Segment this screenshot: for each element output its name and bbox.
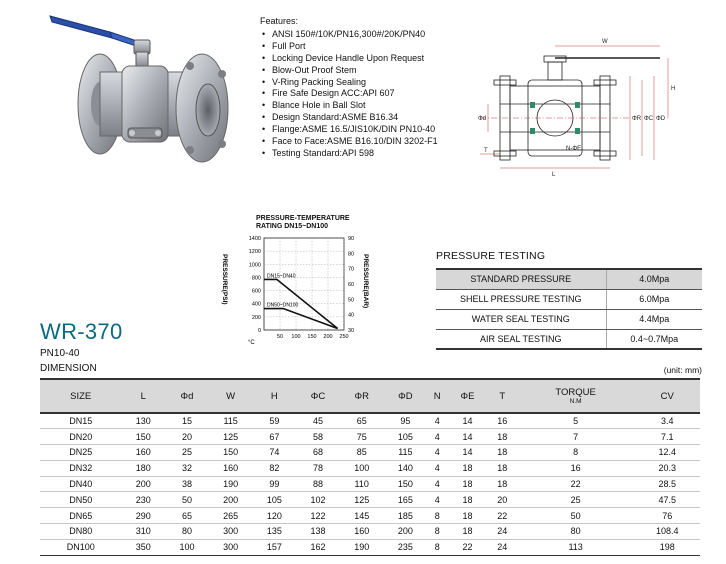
feature-item: • Fire Safe Design ACC:API 607	[260, 88, 490, 100]
table-cell: 100	[340, 460, 384, 476]
x-tick-label: 200	[323, 334, 333, 340]
table-cell: 99	[253, 476, 297, 492]
table-cell: 4	[427, 492, 447, 508]
table-cell: 300	[209, 524, 253, 540]
table-cell: 50	[165, 492, 209, 508]
table-cell: 50	[517, 508, 635, 524]
table-row	[40, 429, 700, 445]
table-cell: 18	[447, 476, 487, 492]
x-axis-unit: °C	[248, 340, 255, 346]
series-label: DN15~DN40	[267, 273, 296, 280]
y-tick-label-left: 1200	[248, 249, 261, 256]
y-tick-label-right: 90	[348, 236, 355, 242]
pt-chart-title-line: RATING DN15~DN100	[256, 223, 329, 230]
feature-item: • Locking Device Handle Upon Request	[260, 53, 490, 65]
table-cell: 5	[517, 413, 635, 429]
table-cell: 200	[209, 492, 253, 508]
pressure-testing-heading: PRESSURE TESTING	[436, 250, 546, 262]
size-cell: DN32	[40, 460, 121, 476]
x-tick-label: 250	[339, 334, 349, 340]
table-cell: 115	[384, 445, 428, 461]
feature-item: • Testing Standard:API 598	[260, 148, 490, 160]
series-label: DN50~DN100	[267, 302, 299, 309]
model-pressure-class: PN10-40	[40, 348, 80, 359]
table-cell: 122	[296, 508, 340, 524]
chart-series	[264, 273, 338, 328]
dim-label-t: T	[484, 148, 488, 154]
y-tick-label-left: 1400	[248, 236, 261, 242]
table-cell: 75	[340, 429, 384, 445]
col-header: ΦE	[447, 379, 487, 413]
table-cell: 18	[488, 445, 517, 461]
table-cell: 230	[121, 492, 165, 508]
table-cell: 22	[488, 508, 517, 524]
pressure-label: SHELL PRESSURE TESTING	[436, 289, 606, 309]
size-cell: DN100	[40, 539, 121, 555]
table-cell: 8	[517, 445, 635, 461]
table-row	[40, 508, 700, 524]
table-cell: 25	[165, 445, 209, 461]
pressure-label: STANDARD PRESSURE	[436, 269, 606, 289]
table-cell: 105	[384, 429, 428, 445]
table-cell: 310	[121, 524, 165, 540]
table-cell: 8	[427, 508, 447, 524]
table-cell: 68	[296, 445, 340, 461]
table-cell: 3.4	[634, 413, 700, 429]
table-cell: 4	[427, 429, 447, 445]
dim-label-ne: N-ΦE	[566, 146, 582, 152]
size-cell: DN20	[40, 429, 121, 445]
size-cell: DN65	[40, 508, 121, 524]
table-cell: 67	[253, 429, 297, 445]
y-tick-label-right: 60	[348, 282, 355, 288]
table-cell: 80	[165, 524, 209, 540]
table-cell: 162	[296, 539, 340, 555]
y-tick-label-left: 0	[257, 328, 261, 334]
size-cell: DN40	[40, 476, 121, 492]
table-cell: 138	[296, 524, 340, 540]
table-cell: 198	[634, 539, 700, 555]
col-header-torque	[517, 379, 635, 413]
table-row	[40, 413, 700, 429]
table-cell: 235	[384, 539, 428, 555]
table-cell: 65	[340, 413, 384, 429]
table-cell: 22	[517, 476, 635, 492]
table-cell: 150	[384, 476, 428, 492]
table-cell: 80	[517, 524, 635, 540]
table-cell: 4	[427, 445, 447, 461]
table-cell: 190	[340, 539, 384, 555]
col-header: Φd	[165, 379, 209, 413]
table-row	[40, 476, 700, 492]
y-tick-label-left: 600	[251, 288, 261, 295]
table-cell: 18	[447, 492, 487, 508]
table-cell: 185	[384, 508, 428, 524]
table-row	[436, 269, 702, 289]
feature-item: • Blow-Out Proof Stem	[260, 65, 490, 77]
col-header: ΦC	[296, 379, 340, 413]
table-cell: 105	[253, 492, 297, 508]
col-header: L	[121, 379, 165, 413]
table-cell: 85	[340, 445, 384, 461]
table-cell: 28.5	[634, 476, 700, 492]
model-title: WR-370	[40, 319, 123, 344]
y-tick-label-left: 200	[251, 314, 261, 321]
table-cell: 160	[121, 445, 165, 461]
pressure-value: 4.4Mpa	[606, 309, 702, 329]
pressure-label: WATER SEAL TESTING	[436, 309, 606, 329]
table-row	[436, 329, 702, 349]
y-axis-label-left: PRESSURE(PSI)	[221, 254, 228, 305]
size-cell: DN15	[40, 413, 121, 429]
table-cell: 200	[384, 524, 428, 540]
table-cell: 125	[209, 429, 253, 445]
table-cell: 140	[384, 460, 428, 476]
x-tick-label: 100	[291, 334, 301, 340]
table-cell: 113	[517, 539, 635, 555]
feature-item: • V-Ring Packing Sealing	[260, 77, 490, 89]
table-cell: 16	[488, 413, 517, 429]
table-cell: 108.4	[634, 524, 700, 540]
pressure-value: 4.0Mpa	[606, 269, 702, 289]
x-tick-label: 50	[276, 334, 284, 340]
col-header: ΦD	[384, 379, 428, 413]
x-tick-label: 150	[307, 334, 317, 340]
y-tick-label-right: 80	[348, 251, 355, 258]
table-header-row	[40, 379, 700, 413]
table-cell: 8	[427, 524, 447, 540]
table-cell: 18	[447, 460, 487, 476]
table-cell: 15	[165, 413, 209, 429]
pressure-testing-table	[436, 268, 702, 350]
table-cell: 24	[488, 524, 517, 540]
dim-label-h: H	[671, 86, 676, 92]
table-cell: 180	[121, 460, 165, 476]
pressure-label: AIR SEAL TESTING	[436, 329, 606, 349]
table-cell: 78	[296, 460, 340, 476]
valve-technical-drawing	[470, 18, 700, 178]
ball-valve-photo	[40, 4, 250, 164]
table-cell: 145	[340, 508, 384, 524]
size-cell: DN80	[40, 524, 121, 540]
table-cell: 160	[209, 460, 253, 476]
table-cell: 4	[427, 476, 447, 492]
dim-label-r: ΦR	[632, 116, 642, 122]
table-cell: 120	[253, 508, 297, 524]
table-cell: 16	[517, 460, 635, 476]
col-header: H	[253, 379, 297, 413]
table-cell: 190	[209, 476, 253, 492]
table-cell: 20	[165, 429, 209, 445]
table-cell: 76	[634, 508, 700, 524]
table-cell: 14	[447, 413, 487, 429]
dimension-table-body	[40, 413, 700, 555]
table-cell: 38	[165, 476, 209, 492]
feature-item: • Flange:ASME 16.5/JIS10K/DIN PN10-40	[260, 124, 490, 136]
pressure-value: 0.4~0.7Mpa	[606, 329, 702, 349]
table-cell: 25	[517, 492, 635, 508]
table-row	[40, 460, 700, 476]
dim-label-l: L	[552, 172, 556, 178]
table-cell: 74	[253, 445, 297, 461]
table-cell: 8	[427, 539, 447, 555]
feature-item: • Face to Face:ASME B16.10/DIN 3202-F1	[260, 136, 490, 148]
table-cell: 150	[121, 429, 165, 445]
y-tick-label-left: 400	[251, 301, 261, 308]
table-cell: 18	[488, 476, 517, 492]
feature-item: • Blance Hole in Ball Slot	[260, 100, 490, 112]
table-cell: 115	[209, 413, 253, 429]
feature-item: • Design Standard:ASME B16.34	[260, 112, 490, 124]
table-cell: 47.5	[634, 492, 700, 508]
table-cell: 265	[209, 508, 253, 524]
table-row	[40, 539, 700, 555]
table-cell: 4	[427, 413, 447, 429]
table-cell: 18	[447, 524, 487, 540]
table-row	[40, 492, 700, 508]
col-header: W	[209, 379, 253, 413]
table-cell: 14	[447, 429, 487, 445]
table-cell: 59	[253, 413, 297, 429]
y-tick-label-left: 1000	[248, 262, 261, 269]
table-row	[436, 309, 702, 329]
table-row	[40, 445, 700, 461]
table-cell: 24	[488, 539, 517, 555]
table-cell: 300	[209, 539, 253, 555]
table-cell: 165	[384, 492, 428, 508]
y-tick-label-right: 30	[348, 328, 355, 334]
table-cell: 58	[296, 429, 340, 445]
dim-label-w: W	[602, 39, 608, 45]
col-header: ΦR	[340, 379, 384, 413]
table-cell: 290	[121, 508, 165, 524]
dimension-heading: DIMENSION	[40, 363, 97, 374]
dimension-table	[40, 378, 700, 556]
dim-label-c: ΦC	[644, 116, 654, 122]
table-cell: 160	[340, 524, 384, 540]
table-row	[436, 289, 702, 309]
y-tick-label-left: 800	[251, 275, 261, 282]
col-header: T	[488, 379, 517, 413]
y-tick-label-right: 40	[348, 312, 355, 319]
series-line	[264, 309, 338, 329]
table-cell: 22	[447, 539, 487, 555]
torque-label: TORQUE	[555, 387, 596, 398]
pressure-temperature-chart	[214, 214, 384, 364]
features-list	[260, 29, 490, 160]
table-cell: 12.4	[634, 445, 700, 461]
col-header: SIZE	[40, 379, 121, 413]
pressure-value: 6.0Mpa	[606, 289, 702, 309]
table-cell: 110	[340, 476, 384, 492]
feature-item: • Full Port	[260, 41, 490, 53]
table-cell: 130	[121, 413, 165, 429]
table-cell: 14	[447, 445, 487, 461]
pt-chart-title-line: PRESSURE-TEMPERATURE	[256, 215, 350, 222]
table-cell: 100	[165, 539, 209, 555]
table-cell: 82	[253, 460, 297, 476]
table-cell: 157	[253, 539, 297, 555]
unit-note: (unit: mm)	[663, 365, 702, 375]
table-cell: 102	[296, 492, 340, 508]
table-cell: 135	[253, 524, 297, 540]
table-cell: 7	[517, 429, 635, 445]
features-title: Features:	[260, 16, 299, 26]
table-cell: 65	[165, 508, 209, 524]
table-cell: 18	[447, 508, 487, 524]
table-cell: 150	[209, 445, 253, 461]
dim-label-d: Φd	[478, 116, 487, 122]
table-cell: 18	[488, 460, 517, 476]
size-cell: DN50	[40, 492, 121, 508]
features-block	[260, 16, 490, 160]
table-cell: 200	[121, 476, 165, 492]
table-cell: 32	[165, 460, 209, 476]
table-cell: 18	[488, 429, 517, 445]
dim-label-dd: ΦD	[656, 116, 666, 122]
table-cell: 88	[296, 476, 340, 492]
y-axis-label-right: PRESSURE(BAR)	[362, 254, 369, 309]
table-row	[40, 524, 700, 540]
chart-ticks	[249, 236, 354, 340]
table-cell: 4	[427, 460, 447, 476]
table-cell: 125	[340, 492, 384, 508]
y-tick-label-right: 70	[348, 266, 355, 273]
table-cell: 350	[121, 539, 165, 555]
torque-unit: N.M	[569, 398, 582, 405]
feature-item: • ANSI 150#/10K/PN16,300#/20K/PN40	[260, 29, 490, 41]
y-tick-label-right: 50	[348, 297, 355, 304]
table-cell: 7.1	[634, 429, 700, 445]
table-cell: 95	[384, 413, 428, 429]
col-header: N	[427, 379, 447, 413]
table-cell: 45	[296, 413, 340, 429]
col-header: CV	[634, 379, 700, 413]
table-cell: 20.3	[634, 460, 700, 476]
size-cell: DN25	[40, 445, 121, 461]
table-cell: 20	[488, 492, 517, 508]
